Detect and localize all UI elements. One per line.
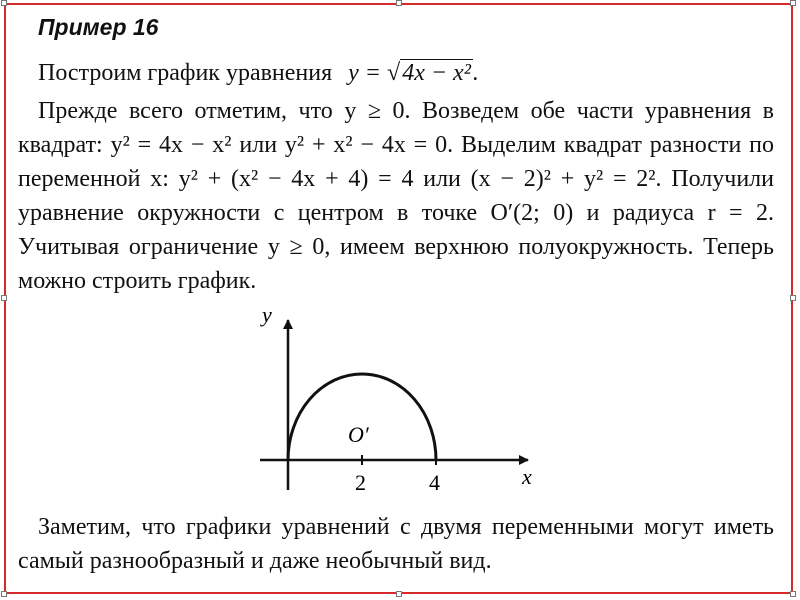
intro-equation xyxy=(348,60,479,86)
semicircle-graph xyxy=(230,300,550,500)
resize-handle-bottom-right[interactable] xyxy=(790,591,796,597)
x-axis-label: x xyxy=(522,464,532,489)
slide-frame xyxy=(4,3,793,594)
resize-handle-top-right[interactable] xyxy=(790,0,796,6)
intro-text: Построим график уравнения xyxy=(38,60,333,86)
equation-end: . xyxy=(472,60,479,86)
conclusion-paragraph: Заметим, что графики уравнений с двумя переменными могут иметь самый разнообразный и даже необычный вид. xyxy=(18,514,774,574)
resize-handle-middle-right[interactable] xyxy=(790,295,796,301)
solution-paragraph: Прежде всего отметим, что y ≥ 0. Возведем обе части уравнения в квадрат: y² = 4x − x² или y² + x² − 4x = 0. Выделим квадрат разности по переменной x: y² + (x² − 4x + 4) = 4 или (x − 2)² + y² = 2². Получили уравнение окружности с центром в точке O′(2; 0) и радиуса r = 2. Учитывая ограничение y ≥ 0, имеем верхнюю полуокружность. Теперь можно строить график. xyxy=(18,98,774,294)
radicand: 4x − x² xyxy=(402,60,471,86)
equation-lhs: y = xyxy=(348,60,388,86)
tick-label-4: 4 xyxy=(429,470,440,495)
semicircle-curve xyxy=(288,374,436,460)
resize-handle-bottom-center[interactable] xyxy=(396,591,402,597)
resize-handle-top-left[interactable] xyxy=(1,0,7,6)
resize-handle-middle-left[interactable] xyxy=(1,295,7,301)
resize-handle-bottom-left[interactable] xyxy=(1,591,7,597)
intro-line xyxy=(38,60,479,87)
resize-handle-top-center[interactable] xyxy=(396,0,402,6)
example-title: Пример 16 xyxy=(38,14,159,40)
y-axis-label: y xyxy=(262,302,272,327)
sqrt-sign: √ xyxy=(387,60,401,86)
tick-label-2: 2 xyxy=(355,470,366,495)
center-label: O′ xyxy=(348,422,369,447)
